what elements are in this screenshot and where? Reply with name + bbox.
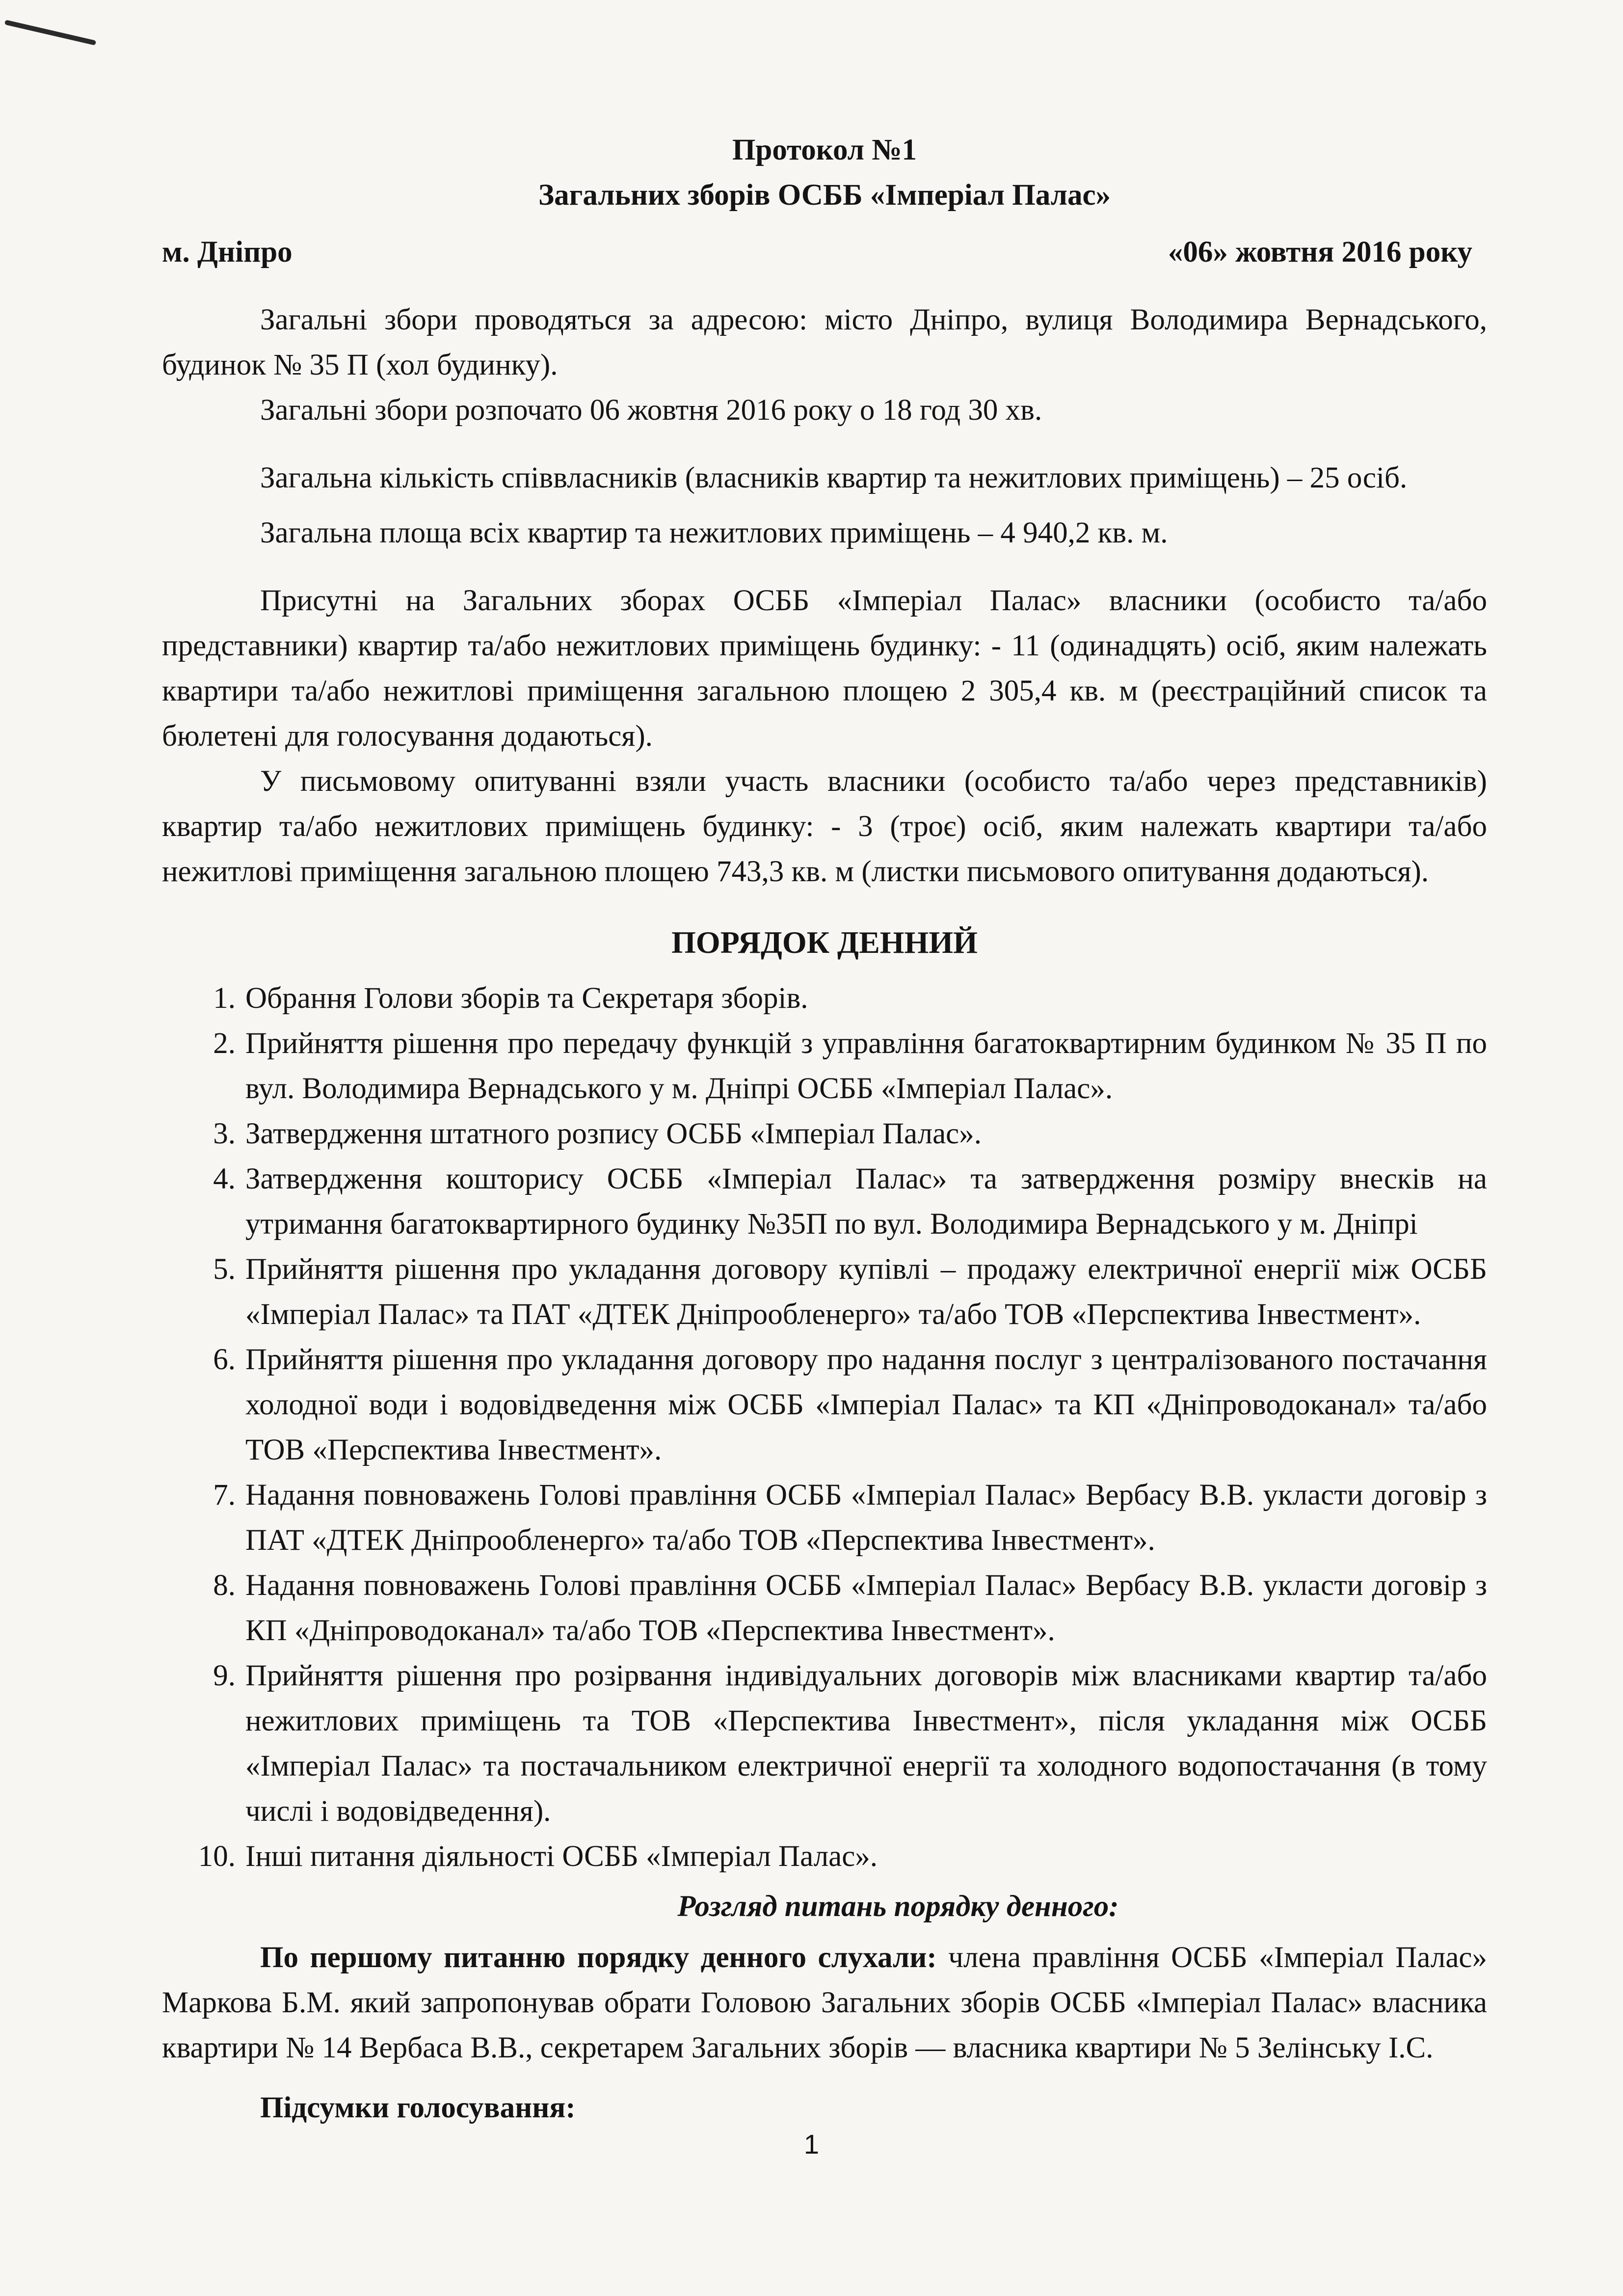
agenda-item <box>162 1563 1487 1653</box>
agenda-item-text: Надання повноважень Голові правління ОСББ «Імперіал Палас» Вербасу В.В. укласти договір з ПАТ «ДТЕК Дніпрообленерго» та/або ТОВ «Перспектива Інвестмент». <box>245 1479 1487 1557</box>
agenda-item-text: Затвердження штатного розпису ОСББ «Імперіал Палас». <box>245 1117 982 1150</box>
protocol-subtitle: Загальних зборів ОСББ «Імперіал Палас» <box>538 179 1111 212</box>
agenda-item-text: Надання повноважень Голові правління ОСББ «Імперіал Палас» Вербасу В.В. укласти договір з КП «Дніпроводоканал» та/або ТОВ «Перспектива Інвестмент». <box>245 1569 1487 1647</box>
intro-address: Загальні збори проводяться за адресою: місто Дніпро, вулиця Володимира Вернадського, будинок № 35 П (хол будинку). <box>162 303 1487 381</box>
agenda-item <box>162 976 1487 1021</box>
intro-total-area: Загальна площа всіх квартир та нежитлових приміщень – 4 940,2 кв. м. <box>260 516 1168 549</box>
agenda-item-text: Обрання Голови зборів та Секретаря зборів. <box>245 982 808 1015</box>
voting-summary-heading: Підсумки голосування: <box>260 2091 576 2124</box>
agenda-item <box>162 1157 1487 1247</box>
page-number: 1 <box>803 2129 820 2160</box>
agenda-item-number: 6. <box>213 1343 236 1376</box>
agenda-item-number: 5. <box>213 1253 236 1286</box>
place-date-line <box>162 230 1487 275</box>
agenda-item-text: Затвердження кошторису ОСББ «Імперіал Палас» та затвердження розміру внесків на утримання багатоквартирного будинку №35П по вул. Володимира Вернадського у м. Дніпрі <box>245 1162 1487 1241</box>
intro-start-time: Загальні збори розпочато 06 жовтня 2016 року о 18 год 30 хв. <box>260 394 1042 427</box>
agenda-list <box>162 976 1487 1879</box>
agenda-item-number: 3. <box>213 1117 236 1150</box>
agenda-item-number: 4. <box>213 1162 236 1195</box>
agenda-item-text: Прийняття рішення про передачу функцій з управління багатоквартирним будинком № 35 П по вул. Володимира Вернадського у м. Дніпрі ОСББ «Імперіал Палас». <box>245 1027 1487 1105</box>
agenda-item-text: Прийняття рішення про укладання договору купівлі – продажу електричної енергії між ОСББ «Імперіал Палас» та ПАТ «ДТЕК Дніпрообленерго» та/або ТОВ «Перспектива Інвестмент». <box>245 1253 1487 1331</box>
agenda-item <box>162 1111 1487 1157</box>
agenda-item-text: Прийняття рішення про укладання договору про надання послуг з централізованого постачання холодної води і водовідведення між ОСББ «Імперіал Палас» та КП «Дніпроводоканал» та/або ТОВ «Перспектива Інвестмент». <box>245 1343 1487 1466</box>
intro-written-survey: У письмовому опитуванні взяли участь власники (особисто та/або через представників) квартир та/або нежитлових приміщень будинку: - 3 (троє) осіб, яким належать квартири та/або нежитлові приміщення загальною площею 743,3 кв. м (листки письмового опитування додаються). <box>162 765 1487 888</box>
agenda-item-number: 8. <box>213 1569 236 1602</box>
first-question-paragraph <box>162 1935 1487 2071</box>
agenda-item-number: 7. <box>213 1479 236 1512</box>
first-question-text: члена правління ОСББ «Імперіал Палас» Маркова Б.М. який запропонував обрати Головою Загальних зборів ОСББ «Імперіал Палас» власника квартири № 14 Вербаса В.В., секретарем Загальних зборів — власника квартири № 5 Зелінську І.С. <box>162 1941 1487 2064</box>
document-body <box>162 128 1487 2131</box>
agenda-item-number: 9. <box>213 1659 236 1692</box>
agenda-item-number: 2. <box>213 1027 236 1060</box>
city: м. Дніпро <box>162 236 293 269</box>
agenda-item <box>162 1337 1487 1473</box>
agenda-item-number: 10. <box>198 1840 236 1873</box>
intro-present: Присутні на Загальних зборах ОСББ «Імперіал Палас» власники (особисто та/або представники) квартир та/або нежитлових приміщень будинку: - 11 (одинадцять) осіб, яким належать квартири та/або нежитлові приміщення загальною площею 2 305,4 кв. м (реєстраційний список та бюлетені для голосування додаються). <box>162 584 1487 753</box>
agenda-item <box>162 1653 1487 1834</box>
agenda-item-text: Прийняття рішення про розірвання індивідуальних договорів між власниками квартир та/або нежитлових приміщень та ТОВ «Перспектива Інвестмент», після укладання між ОСББ «Імперіал Палас» та постачальником електричної енергії та холодного водопостачання (в тому числі і водовідведення). <box>245 1659 1487 1828</box>
agenda-item <box>162 1021 1487 1111</box>
review-title: Розгляд питань порядку денного: <box>677 1890 1119 1923</box>
agenda-item-text: Інші питання діяльності ОСББ «Імперіал Палас». <box>245 1840 878 1873</box>
agenda-item <box>162 1473 1487 1563</box>
agenda-item <box>162 1247 1487 1337</box>
agenda-item <box>162 1834 1487 1879</box>
agenda-title: ПОРЯДОК ДЕННИЙ <box>671 925 978 960</box>
first-question-lead: По першому питанню порядку денного слухали: <box>260 1941 937 1974</box>
protocol-number: Протокол №1 <box>732 134 917 166</box>
document-title <box>162 128 1487 218</box>
meeting-date: «06» жовтня 2016 року <box>1168 236 1472 269</box>
intro-owners-count: Загальна кількість співвласників (власників квартир та нежитлових приміщень) – 25 осіб. <box>260 461 1408 494</box>
agenda-item-number: 1. <box>213 982 236 1015</box>
scan-mark <box>4 20 96 45</box>
